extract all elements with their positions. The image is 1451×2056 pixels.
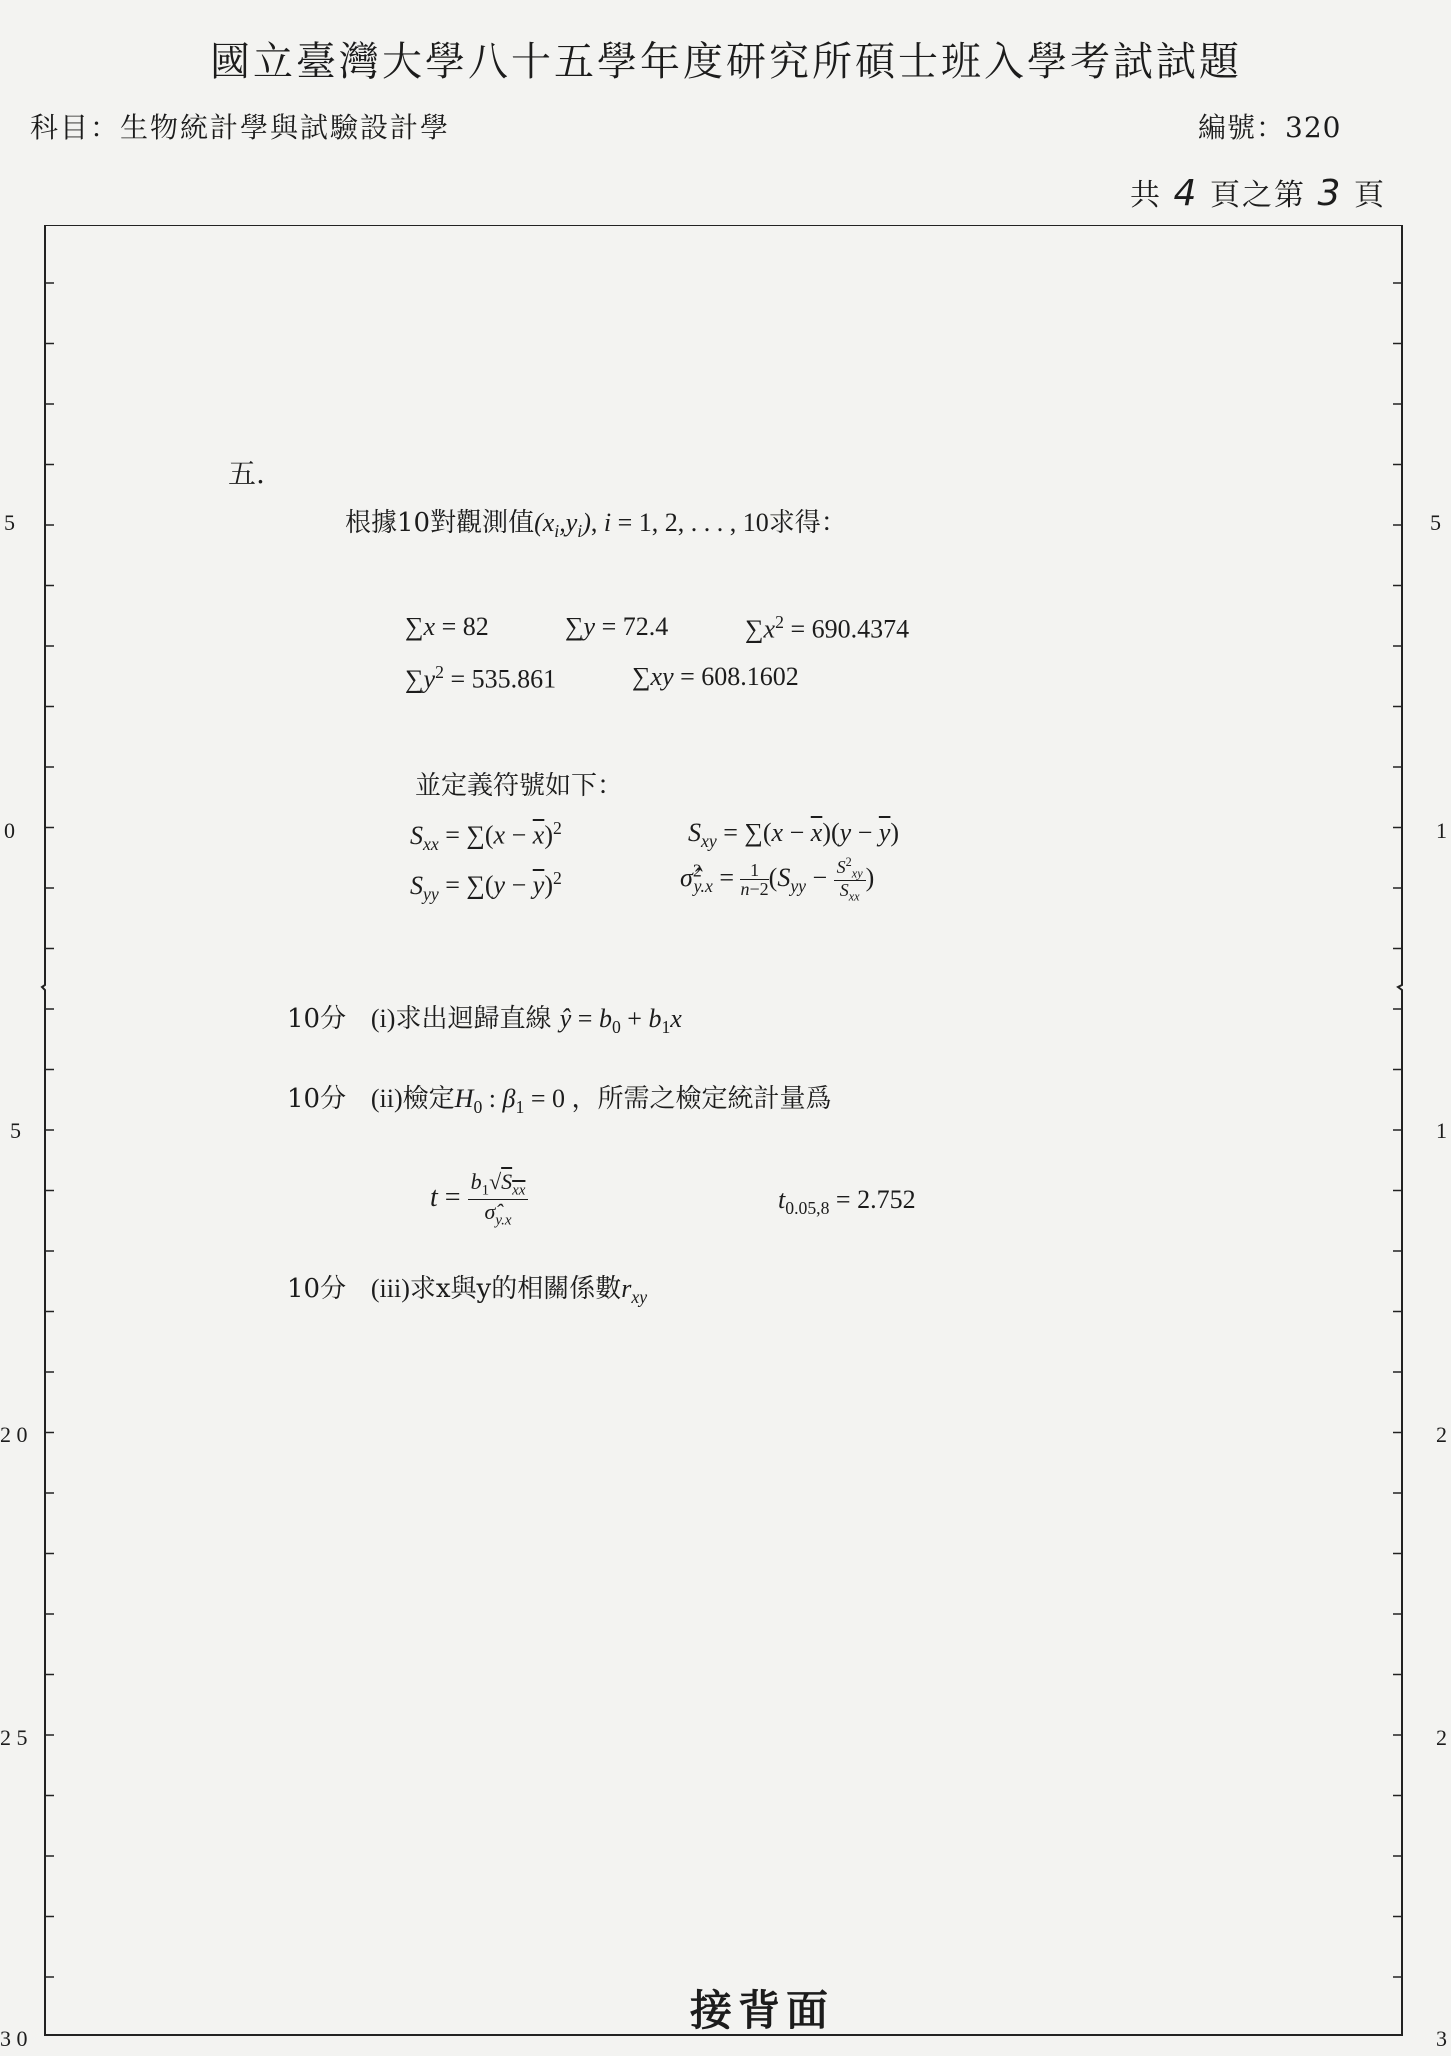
part-ii-math: $H_0$ : $\beta_1 = 0$ [454,1084,572,1118]
question-number: 五. [228,457,265,490]
part-iii-points: 10分 [287,1274,347,1304]
def-sxx: $S_{xx} = \sum(x - \overline{x})^2$ [410,818,562,854]
pages-total: 4 [1173,173,1199,214]
sum-xy: ∑xy = 608.1602 [632,662,799,691]
define-text: 並定義符號如下： [415,771,624,801]
pages-prefix: 共 [1130,178,1162,213]
part-ii [287,1078,832,1118]
pages-middle: 頁之第 [1210,178,1306,213]
part-ii-text: 檢定 [402,1084,455,1114]
margin-right-25: 2 [1436,1725,1447,1750]
margin-right-15: 1 [1436,1118,1447,1143]
part-ii-label: (ii) [370,1084,403,1113]
def-sigma: σ̂$^2_{y.x}$ = $\frac{1}{n-2}$ ($S_{yy}$ − $\frac{S^2_{xy}}{S_{xx}}$ ) [680,855,875,905]
def-syy: $S_{yy} = \sum(y - \overline{y})^2$ [410,868,562,904]
t-critical: $t_{0.05,8} = 2.752$ [778,1185,916,1219]
t-formula: t = $\frac{b_1√S_{xx}}{\sigmâ_{y.x}}$ [430,1170,528,1229]
page-count [1130,170,1386,214]
part-ii-text-after: ，所需之檢定統計量爲 [571,1084,832,1114]
part-iii [287,1268,647,1308]
intro-end: 求得： [768,508,847,538]
page-frame [40,225,1407,2040]
margin-left-15: 5 [10,1118,21,1143]
sum-x2: $\sum x^2 = 690.4374$ [745,612,910,644]
part-ii-points: 10分 [287,1084,347,1114]
part-i [287,998,682,1038]
part-i-label: (i) [370,1004,396,1033]
margin-right-30: 3 [1436,2026,1447,2051]
margin-right-20: 2 [1436,1422,1447,1447]
subject-label: 科目：生物統計學與試驗設計學 [30,111,451,144]
continue-on-back: 接背面 [690,1986,835,2035]
margin-left-20: 2 0 [0,1422,28,1447]
part-iii-label: (iii) [370,1274,410,1303]
sum-y2: $\sum y^2 = 535.861$ [405,662,557,694]
part-i-text: 求出迴歸直線 [395,1004,552,1034]
intro-range: i [603,508,612,537]
pages-suffix: 頁 [1354,178,1386,213]
part-i-points: 10分 [287,1004,347,1034]
exam-code: 編號：320 [1198,111,1342,144]
margin-right-10: 1 [1436,818,1447,843]
part-iii-math: $r_{xy}$ [621,1274,648,1308]
pages-current: 3 [1317,173,1343,214]
part-i-math: ŷ = $b_0 + b_1x$ [559,1004,682,1038]
margin-left-30: 3 0 [0,2026,28,2051]
part-iii-text: 求x與y的相關係數 [409,1274,622,1304]
sum-y: ∑y = 72.4 [565,612,669,641]
margin-right-5: 5 [1430,510,1441,535]
def-sxy: $S_{xy} = \sum(x - \overline{x})(y - \overline{y})$ [688,818,900,852]
margin-left-5: 5 [4,510,15,535]
margin-left-25: 2 5 [0,1725,28,1750]
intro-pair: $(x_i,y_i)$ [534,508,591,542]
intro-text: 根據10對觀測值 [345,508,535,538]
margin-left-10: 0 [4,818,15,843]
intro-line: 根據10對觀測值$(x_i,y_i)$, i = 1, 2, . . . , 10求得： [345,508,847,542]
sum-x: ∑x = 82 [405,612,489,641]
exam-title: 國立臺灣大學八十五學年度研究所碩士班入學考試試題 [210,39,1242,85]
